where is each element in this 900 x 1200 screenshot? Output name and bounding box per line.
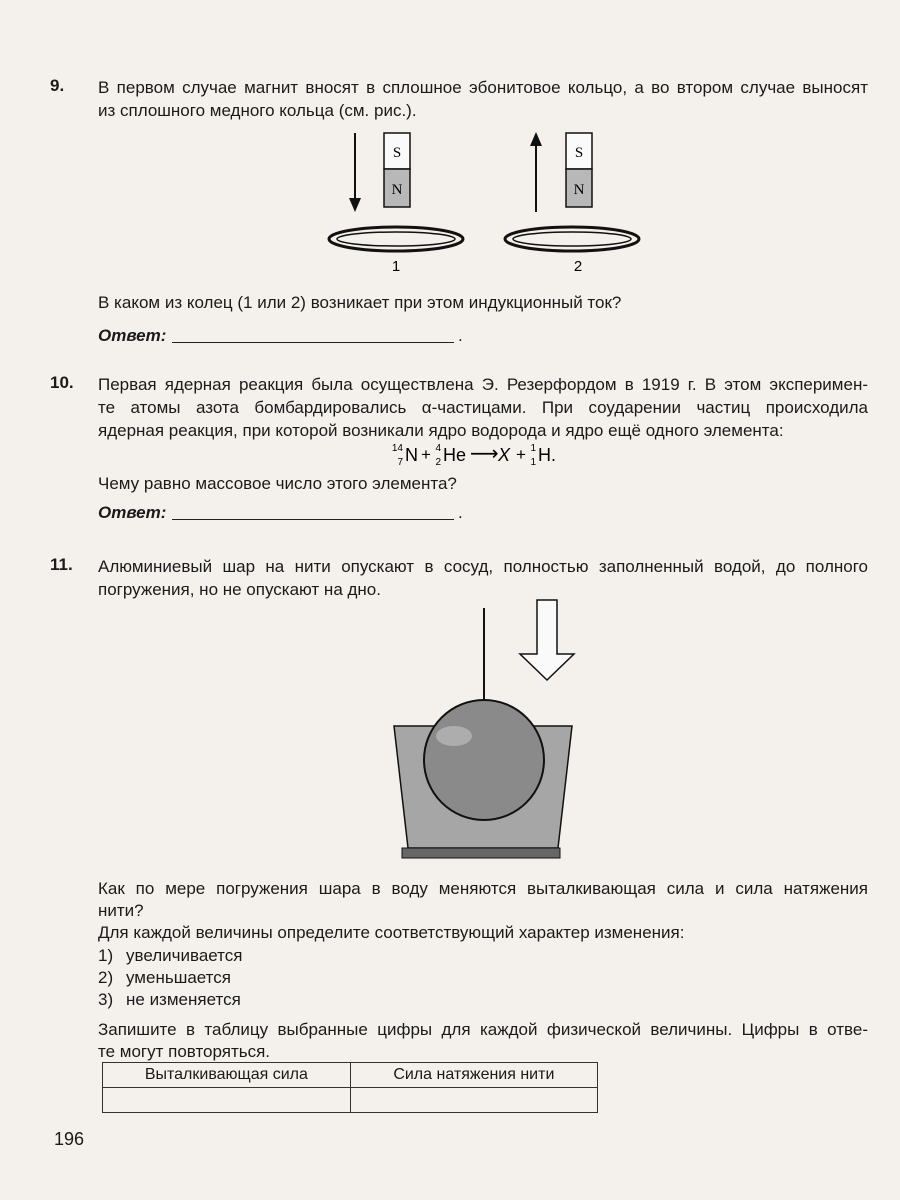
plus-2: + <box>516 445 526 464</box>
page-number: 196 <box>54 1129 85 1149</box>
q11-table-instruction-line2: те могут повторяться. <box>98 1042 271 1061</box>
reaction-arrow-icon: ⟶ <box>470 443 499 465</box>
q11-instruction: Для каждой величины определите соответствующий характер изменения: <box>98 923 685 942</box>
answer-table <box>102 1062 598 1113</box>
he-symbol: He <box>443 445 467 465</box>
magnet2-pole-s: S <box>574 145 584 161</box>
answer-table-value-row <box>103 1088 598 1113</box>
answer-table-header-row <box>103 1063 598 1088</box>
magnet-2 <box>566 133 592 207</box>
q10-answer-label: Ответ: <box>98 503 167 522</box>
option-2-num: 2) <box>98 968 114 987</box>
q9-question: В каком из колец (1 или 2) возникает при этом индукционный ток? <box>98 293 622 312</box>
q10-line3: ядерная реакция, при которой возникали ядро водорода и ядро ещё одного элемента: <box>98 421 784 440</box>
option-3-num: 3) <box>98 990 114 1009</box>
aluminum-sphere <box>424 700 544 820</box>
vessel-base <box>402 848 560 858</box>
q9-text-line2: из сплошного медного кольца (см. рис.). <box>98 101 417 120</box>
option-1-text: увеличивается <box>126 946 243 965</box>
he-mass: 4 <box>435 443 441 454</box>
magnet1-pole-n: N <box>391 182 403 198</box>
q11-question-line2: нити? <box>98 901 144 920</box>
q10-question: Чему равно массовое число этого элемента? <box>98 474 457 493</box>
q9-answer-field[interactable] <box>172 342 454 343</box>
x-symbol: X <box>498 445 511 465</box>
q9-number: 9. <box>50 76 65 95</box>
option-2-text: уменьшается <box>126 968 231 987</box>
n-symbol: N <box>405 445 418 465</box>
q10-line1: Первая ядерная реакция была осуществлена Э. Резерфордом в 1919 г. В этом эксперимен- <box>98 375 868 394</box>
n-mass: 14 <box>391 443 403 454</box>
magnet-1 <box>384 133 410 207</box>
magnet1-pole-s: S <box>392 145 402 161</box>
arrow-down-head <box>349 198 361 212</box>
plus-1: + <box>421 445 431 464</box>
sphere-highlight <box>436 726 472 746</box>
nuclear-equation <box>390 438 590 470</box>
q10-answer-field[interactable] <box>172 519 454 520</box>
q9-answer-label: Ответ: <box>98 326 167 345</box>
q11-table-instruction-line1: Запишите в таблицу выбранные цифры для каждой физической величины. Цифры в отве- <box>98 1020 868 1039</box>
q9-text-line1: В первом случае магнит вносят в сплошное эбонитовое кольцо, а во втором случае выносят <box>98 78 868 97</box>
option-1-num: 1) <box>98 946 114 965</box>
option-3-text: не изменяется <box>126 990 241 1009</box>
q10-number: 10. <box>50 373 74 392</box>
h-charge: 1 <box>530 457 536 468</box>
q11-number: 11. <box>50 555 73 574</box>
magnet2-pole-n: N <box>573 182 585 198</box>
n-charge: 7 <box>397 457 403 468</box>
answer-table-header-buoyant: Выталкивающая сила <box>103 1063 351 1088</box>
sphere-vessel-figure <box>380 598 590 866</box>
answer-cell-tension[interactable] <box>350 1088 597 1113</box>
q11-line2: погружения, но не опускают на дно. <box>98 580 381 599</box>
hollow-arrow-down-icon <box>520 600 574 680</box>
answer-table-header-tension: Сила натяжения нити <box>350 1063 597 1088</box>
q11-line1: Алюминиевый шар на нити опускают в сосуд, полностью заполненный водой, до полного <box>98 557 868 576</box>
magnet-rings-figure <box>320 128 650 280</box>
q11-question-line1: Как по мере погружения шара в воду меняются выталкивающая сила и сила натяжения <box>98 879 868 898</box>
q10-line2: те атомы азота бомбардировались α-частицами. При соударении частиц происходила <box>98 398 868 417</box>
he-charge: 2 <box>435 457 441 468</box>
ring1-label: 1 <box>391 258 401 275</box>
ring2-label: 2 <box>573 258 583 275</box>
arrow-up-head <box>530 132 542 146</box>
answer-cell-buoyant[interactable] <box>103 1088 351 1113</box>
ring-2 <box>505 227 639 251</box>
q10-answer-end: . <box>458 503 463 522</box>
h-symbol: H. <box>538 445 556 465</box>
q9-answer-end: . <box>458 326 463 345</box>
ring-1 <box>329 227 463 251</box>
h-mass: 1 <box>530 443 536 454</box>
